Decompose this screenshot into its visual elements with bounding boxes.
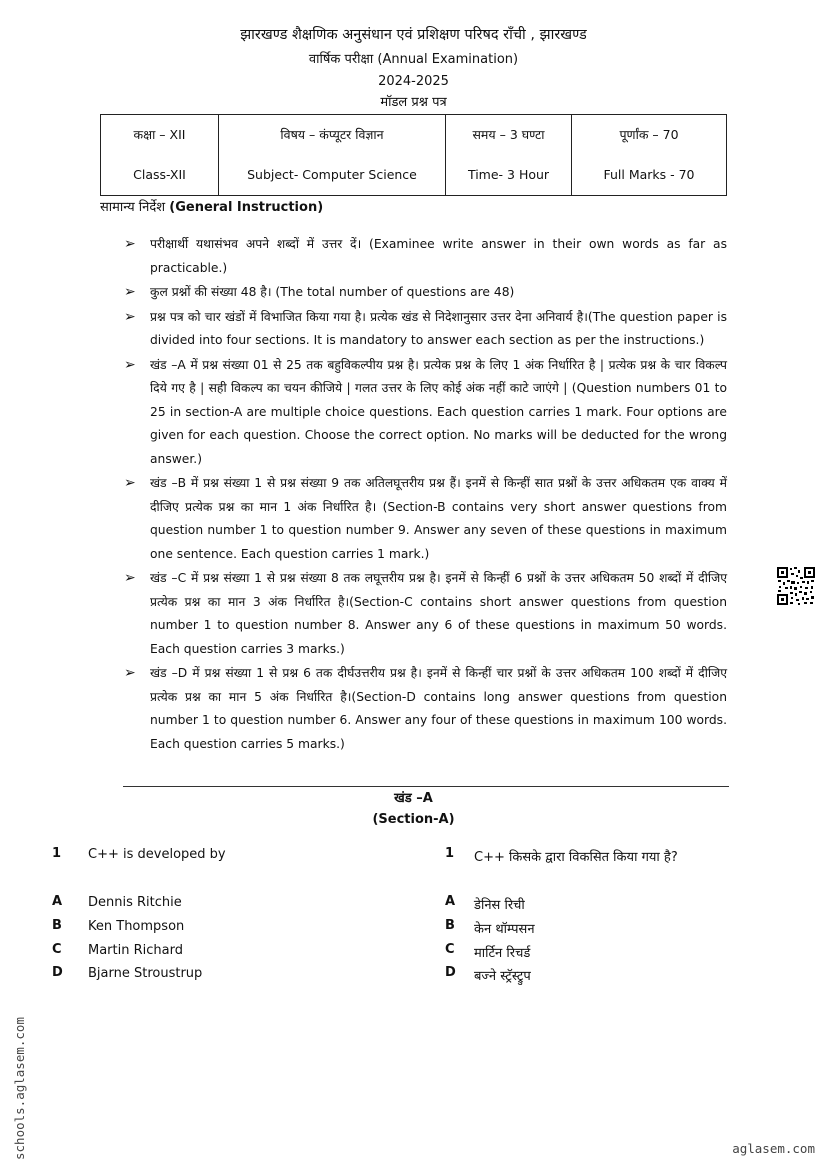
qr-code-icon xyxy=(776,566,816,606)
instruction-item: ➢ खंड –C में प्रश्न संख्या 1 से प्रश्न संख्या 8 तक लघूत्तरीय प्रश्न है। इनमें से किन्हीं 6 प्रश्नों के उत्तर अधिकतम 50 शब्दों में दीजिए प्रत्येक प्रश्न का मान 3 अंक निर्धारित है।(Section-C contains short answer questions from question number 1 to question number 8. Answer any 6 of these questions in maximum 50 words. Each question carries 3 marks.) xyxy=(124,567,727,661)
option-text: बज्ने स्ट्रॅस्ट्रुप xyxy=(474,969,531,984)
board-title: झारखण्ड शैक्षणिक अनुसंधान एवं प्रशिक्षण परिषद राँची , झारखण्ड xyxy=(240,27,587,43)
instruction-item: ➢ प्रश्न पत्र को चार खंडों में विभाजित किया गया है। प्रत्येक खंड से निदेशानुसार उत्तर देना अनिवार्य है।(The question paper is divided into four sections. It is mandatory to answer each section as per the instructions.) xyxy=(124,306,727,353)
question-number-en: 1 xyxy=(52,846,62,861)
question-number-hi: 1 xyxy=(445,846,455,861)
option-text: Dennis Ritchie xyxy=(88,895,182,910)
exam-name: वार्षिक परीक्षा (Annual Examination) xyxy=(308,52,519,67)
option-label: C xyxy=(52,942,62,957)
session-year: 2024-2025 xyxy=(378,74,449,89)
arrow-bullet-icon: ➢ xyxy=(124,570,136,586)
instruction-item: ➢ खंड –A में प्रश्न संख्या 01 से 25 तक बहुविकल्पीय प्रश्न है। प्रत्येक प्रश्न के लिए 1 अंक निर्धारित है | प्रत्येक प्रश्न के चार विकल्प दिये गए है | सही विकल्प का चयन कीजिये | गलत उत्तर के लिए कोई अंक नहीं काटे जाएंगे | (Question numbers 01 to 25 in section-A are multiple choice questions. Each question carries 1 mark. Four options are given for each question. Choose the correct option. No marks will be deducted for the wrong answer.) xyxy=(124,354,727,472)
section-heading-hi: खंड –A xyxy=(394,791,433,806)
instruction-list xyxy=(124,233,727,757)
option-label: C xyxy=(445,942,455,957)
option-label: A xyxy=(445,894,456,909)
option-text: Martin Richard xyxy=(88,943,183,958)
option-text: मार्टिन रिचर्ड xyxy=(474,946,531,961)
marks-cell: पूर्णांक – 70 Full Marks - 70 xyxy=(572,115,727,196)
exam-info-table xyxy=(100,114,727,196)
arrow-bullet-icon: ➢ xyxy=(124,475,136,491)
option-label: B xyxy=(52,918,62,933)
question-text-en: C++ is developed by xyxy=(88,847,226,862)
general-instruction-heading: सामान्य निर्देश (General Instruction) xyxy=(100,200,324,215)
instruction-item: ➢ खंड –D में प्रश्न संख्या 1 से प्रश्न 6 तक दीर्घउत्तरीय प्रश्न है। इनमें से किन्हीं चार प्रश्नों के उत्तर अधिकतम 100 शब्दों में दीजिए प्रत्येक प्रश्न का मान 5 अंक निर्धारित है।(Section-D contains long answer questions from question number 1 to question number 6. Answer any four of these questions in maximum 100 words. Each question carries 5 marks.) xyxy=(124,662,727,756)
section-heading-en: (Section-A) xyxy=(372,812,455,827)
instruction-item: ➢ कुल प्रश्नों की संख्या 48 है। (The total number of questions are 48) xyxy=(124,281,727,305)
time-cell: समय – 3 घण्टा Time- 3 Hour xyxy=(446,115,572,196)
side-watermark: schools.aglasem.com xyxy=(12,1017,27,1160)
option-label: B xyxy=(445,918,455,933)
arrow-bullet-icon: ➢ xyxy=(124,236,136,252)
paper-type: मॉडल प्रश्न पत्र xyxy=(380,95,447,110)
option-label: A xyxy=(52,894,63,909)
option-text: डेनिस रिची xyxy=(474,898,525,913)
arrow-bullet-icon: ➢ xyxy=(124,356,136,373)
corner-watermark: aglasem.com xyxy=(732,1141,815,1156)
arrow-bullet-icon: ➢ xyxy=(124,308,136,325)
option-text: केन थॉम्पसन xyxy=(474,922,535,937)
question-text-hi: C++ किसके द्वारा विकसित किया गया है? xyxy=(474,850,678,865)
instruction-item: ➢ परीक्षार्थी यथासंभव अपने शब्दों में उत्तर दें। (Examinee write answer in their own words as far as practicable.) xyxy=(124,233,727,280)
option-text: Ken Thompson xyxy=(88,919,185,934)
class-cell: कक्षा – XII Class-XII xyxy=(101,115,219,196)
section-divider xyxy=(123,786,729,787)
arrow-bullet-icon: ➢ xyxy=(124,665,136,681)
option-text: Bjarne Stroustrup xyxy=(88,966,203,981)
instruction-item: ➢ खंड –B में प्रश्न संख्या 1 से प्रश्न संख्या 9 तक अतिलघूत्तरीय प्रश्न हैं। इनमें से किन्हीं सात प्रश्नों के उत्तर अधिकतम एक वाक्य में दीजिए प्रत्येक प्रश्न का मान 1 अंक निर्धारित है। (Section-B contains very short answer questions from question number 1 to question number 9. Answer any seven of these questions in maximum one sentence. Each question carries 1 mark.) xyxy=(124,472,727,566)
option-label: D xyxy=(52,965,63,980)
option-label: D xyxy=(445,965,456,980)
arrow-bullet-icon: ➢ xyxy=(124,284,136,300)
subject-cell: विषय – कंप्यूटर विज्ञान Subject- Computer Science xyxy=(219,115,446,196)
